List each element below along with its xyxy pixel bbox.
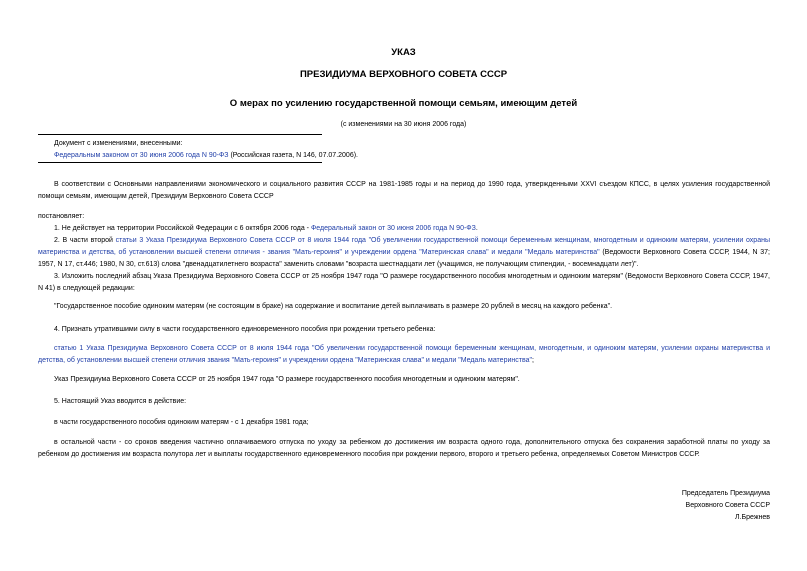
item-1-text: 1. Не действует на территории Российской Федерации с 6 октября 2006 года - [54,225,311,232]
amendments-line [54,150,754,162]
item-3-paragraph: 3. Изложить последний абзац Указа Президиума Верховного Совета СССР от 25 ноября 1947 года "О размере государственного пособия многодетным и одиноким матерям" (Ведомости Верховного Совета СССР, 1947, N 41) в следующей редакции: [38,273,770,292]
item-2-end: (Ведомости Верховного Совета СССР, 1944, N 37; 1957, N 17, ст.446; 1980, N 30, ст.613) слова "двенадцатилетнего возраста" заменить словами "возраста шестнадцати лет (учащимся, не получающим стипендии, - восемнадцати лет)". [38,249,770,268]
amending-law-source: (Российская газета, N 146, 07.07.2006). [228,152,358,159]
document-title: УКАЗ [391,47,416,58]
decrees-line: постановляет: [38,213,85,220]
item-1-paragraph [38,223,770,235]
item-2-paragraph [38,235,770,271]
item-1-end: . [475,225,478,232]
item-1-law-link[interactable]: Федеральный закон от 30 июня 2006 года N 90-ФЗ [310,225,476,232]
amendment-date-note: (с изменениями на 30 июня 2006 года) [340,121,467,128]
item-2-decree-link[interactable]: статьи 3 Указа Президиума Верховного Совета СССР от 8 июля 1944 года "Об увеличении государственной помощи беременным женщинам, многодетным и одиноким матерям, усилении охраны материнства и детства, об установлении высшей степени отличия - звания "Мать-героиня" и учреждении ордена "Материнская слава" и медали "Медаль материнства" [38,237,770,256]
document-subject: О мерах по усилению государственной помощи семьям, имеющим детей [229,98,578,109]
divider-bottom [38,162,322,163]
preamble-paragraph: В соответствии с Основными направлениями экономического и социального развития СССР на 1981-1985 годы и на период до 1990 года, утвержденными XXVI съездом КПСС, в целях усиления государственной помощи семьям, имеющим детей, Президиум Верховного Совета СССР [38,181,770,200]
divider-top [38,134,322,135]
amending-law-link[interactable]: Федеральным законом от 30 июня 2006 года N 90-ФЗ [54,152,229,159]
item-4-paragraph: 4. Признать утратившими силу в части государственного единовременного пособия при рождении третьего ребенка: [54,326,436,333]
item-4-decree-link[interactable]: статью 1 Указа Президиума Верховного Совета СССР от 8 июля 1944 года "Об увеличении государственной помощи беременным женщинам, многодетным, и одиноким матерям, усилении охраны материнства и детства, об установлении высшей степени отличия звания "Мать-героиня" и учреждении ордена "Материнская слава" и медали "Медаль материнства" [38,345,770,364]
signature-name: Л.Брежнев [735,514,770,521]
item-2-start: 2. В части второй [54,237,116,244]
signature-title-line-1: Председатель Президиума [681,490,770,497]
item-5-part-a: в части государственного пособия одиноким матерям - с 1 декабря 1981 года; [54,419,309,426]
item-4-second-act: Указ Президиума Верховного Совета СССР от 25 ноября 1947 года "О размере государственного пособия многодетным и одиноким матерям". [54,376,520,383]
document-issuer: ПРЕЗИДИУМА ВЕРХОВНОГО СОВЕТА СССР [299,69,508,80]
item-4-link-end: ; [531,357,534,364]
item-3-quote: "Государственное пособие одиноким матерям (не состоящим в браке) на содержание и воспитание детей выплачивать в размере 20 рублей в месяц на каждого ребенка". [54,303,613,310]
signature-title-line-2: Верховного Совета СССР [685,502,770,509]
item-4-decree-paragraph [38,343,770,367]
item-5-paragraph: 5. Настоящий Указ вводится в действие: [54,398,187,405]
item-5-part-b: в остальной части - со сроков введения частично оплачиваемого отпуска по уходу за ребенком до достижения им возраста одного года, дополнительного отпуска без сохранения заработной платы по уходу за ребенком до достижения им возраста полутора лет и выплаты государственного единовременного пособия при рождении первого, второго и третьего ребенка, определяемых Советом Министров СССР. [38,439,770,458]
amendments-intro: Документ с изменениями, внесенными: [54,140,183,147]
